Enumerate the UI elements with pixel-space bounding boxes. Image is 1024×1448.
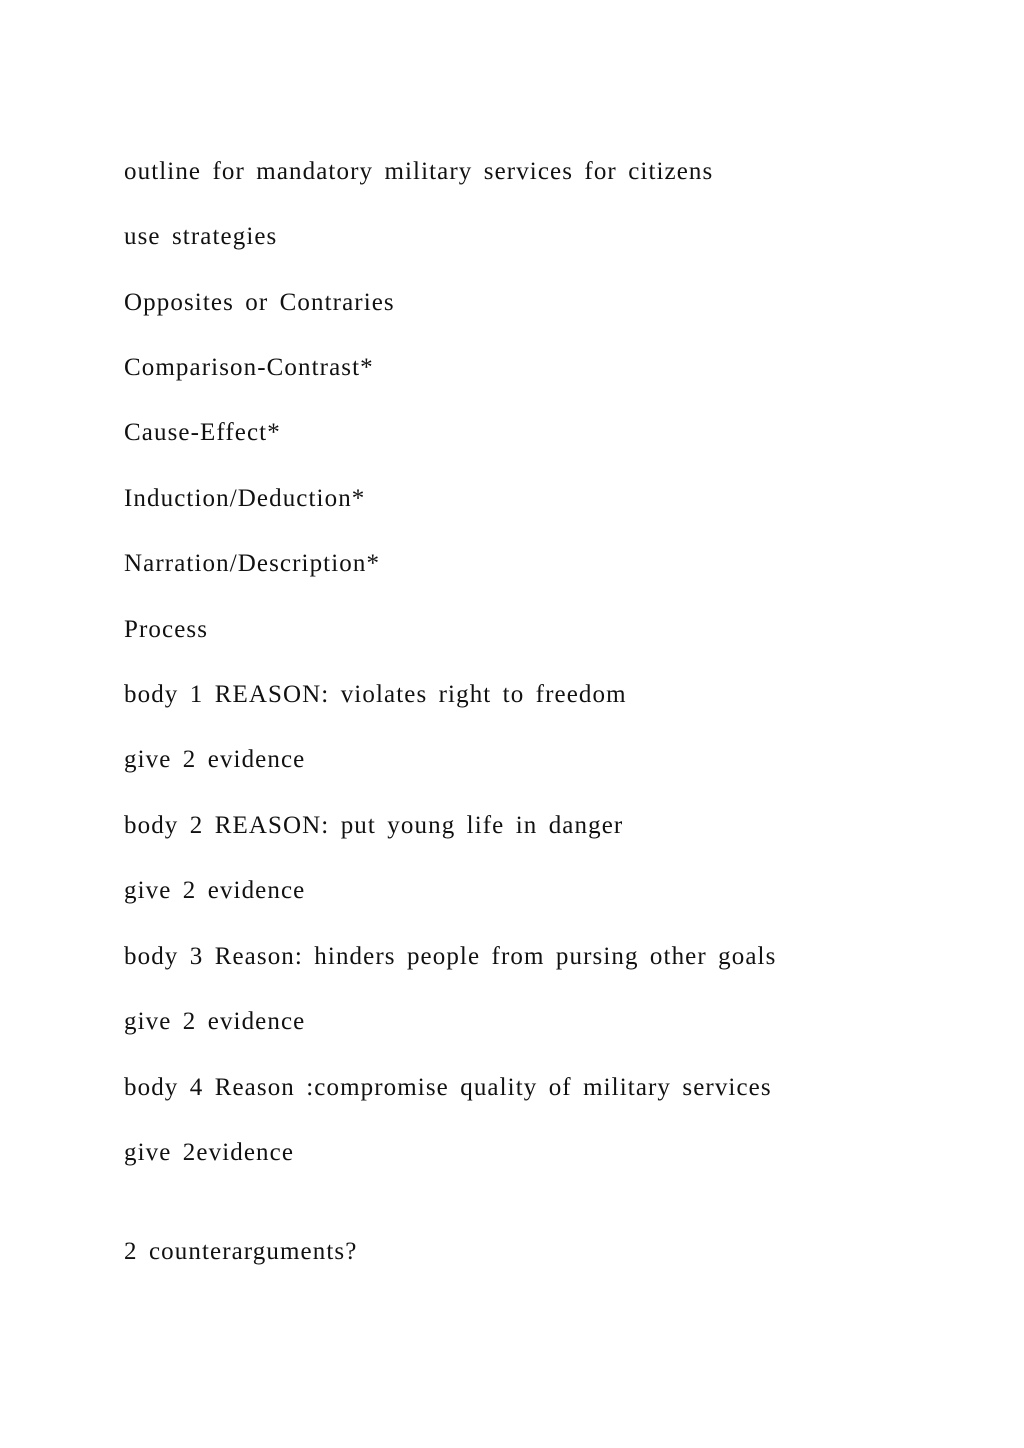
text-line-comparison-contrast: Comparison-Contrast* [124,354,374,381]
text-line-evidence-1: give 2 evidence [124,746,306,773]
text-line-body-4: body 4 Reason :compromise quality of military services [124,1074,772,1101]
text-line-induction-deduction: Induction/Deduction* [124,485,366,512]
text-line-use-strategies: use strategies [124,223,278,250]
text-line-body-3: body 3 Reason: hinders people from pursing other goals [124,943,777,970]
text-line-body-2: body 2 REASON: put young life in danger [124,812,624,839]
text-line-cause-effect: Cause-Effect* [124,419,281,446]
document-title-line: outline for mandatory military services for citizens [124,158,714,185]
text-line-counterarguments: 2 counterarguments? [124,1238,358,1265]
text-line-evidence-3: give 2 evidence [124,1008,306,1035]
text-line-narration-description: Narration/Description* [124,550,381,577]
text-line-opposites: Opposites or Contraries [124,289,395,316]
text-line-body-1: body 1 REASON: violates right to freedom [124,681,627,708]
text-line-evidence-4: give 2evidence [124,1139,295,1166]
text-line-evidence-2: give 2 evidence [124,877,306,904]
text-line-process: Process [124,616,209,643]
